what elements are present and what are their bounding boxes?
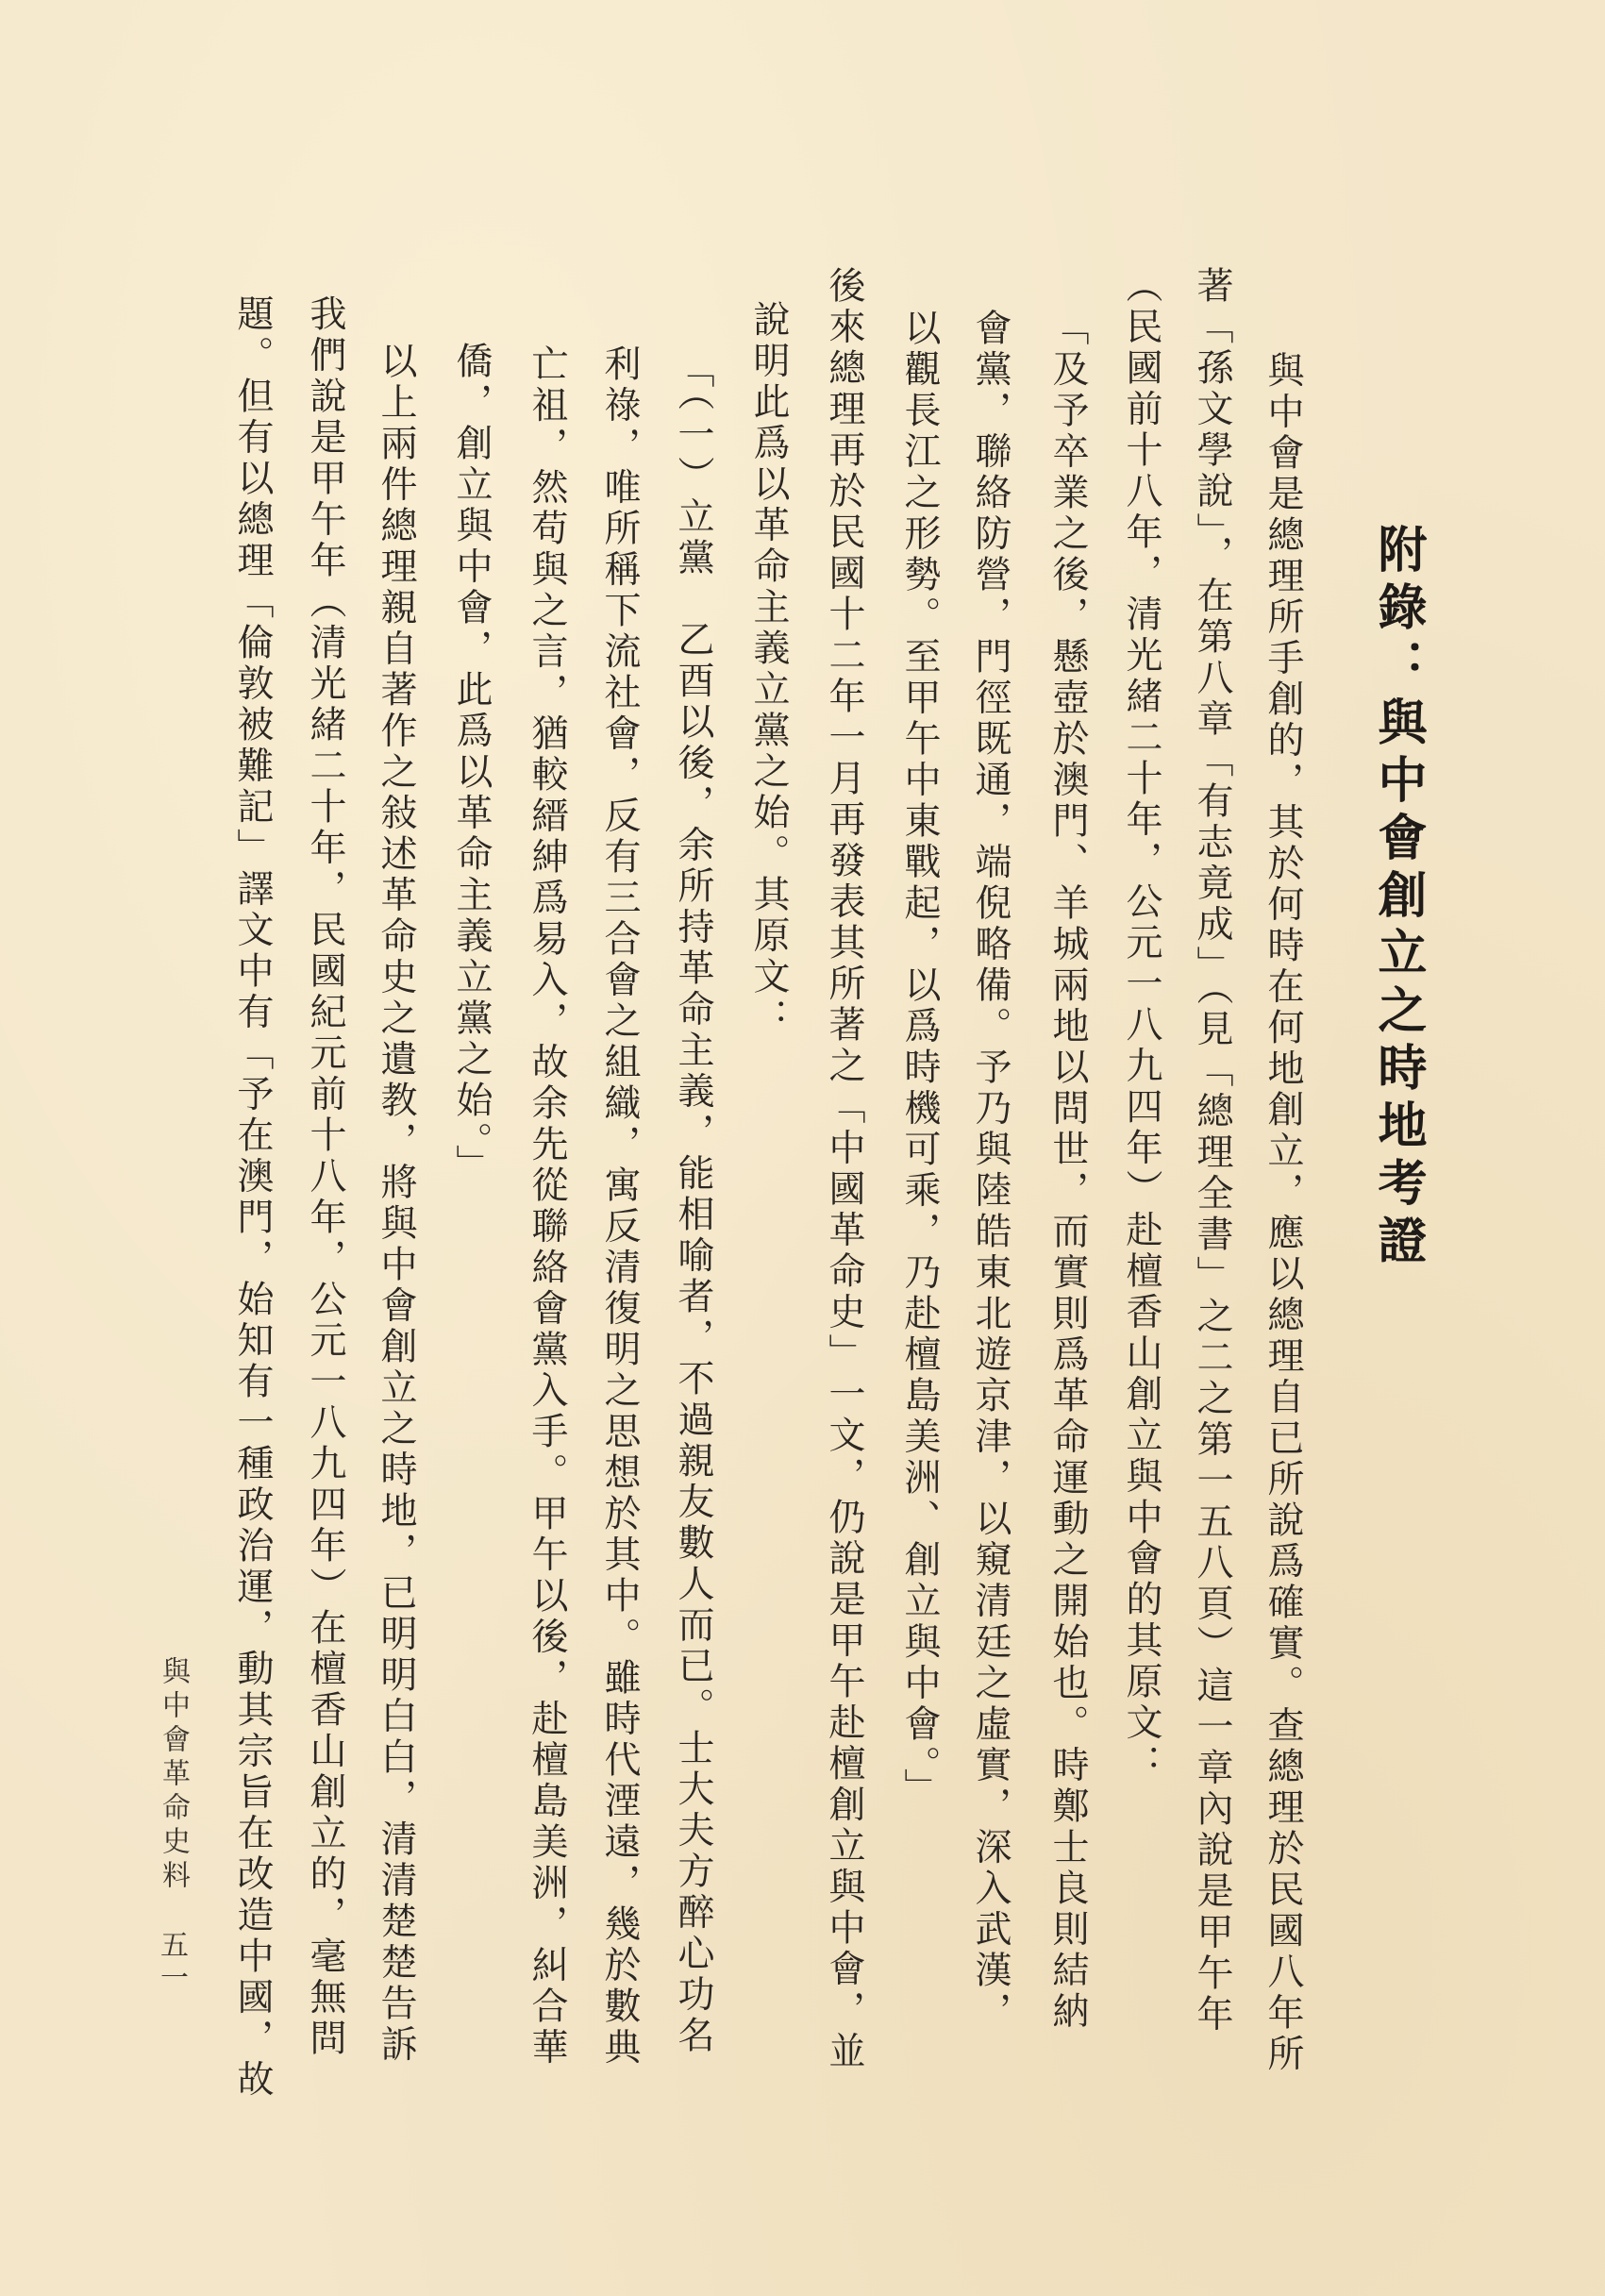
text-column-15: 題。但有以總理「倫敦被難記」譯文中有「予在澳門，始知有一種政治運，動其宗旨在改造中國，故 <box>231 294 274 2101</box>
text-column-10: 利祿，唯所稱下流社會，反有三合會之組織，寓反清復明之思想於其中。雖時代湮遠，幾於數典 <box>598 344 641 2069</box>
text-column-13: 以上兩件總理親自著作之敍述革命史之遺教，將與中會創立之時地，已明明白白，清清楚楚告訴 <box>375 342 417 2066</box>
text-column-8: 說明此爲以革命主義立黨之始。其原文： <box>747 300 790 1039</box>
text-column-1: 與中會是總理所手創的，其於何時在何地創立，應以總理自已所說爲確實。查總理於民國八年所 <box>1262 351 1304 2075</box>
page-number: 五一 <box>155 1930 188 1995</box>
text-column-2: 著「孫文學說」，在第八章「有志竟成」（見「總理全書」之二之第一五八頁）這一章內說是甲午年 <box>1191 266 1233 2036</box>
text-column-5: 會黨，聯絡防營，門徑既通，端倪略備。予乃與陸皓東北遊京津，以窺清廷之虛實，深入武漢， <box>969 309 1011 2033</box>
text-column-14: 我們說是甲午年（清光緒二十年，民國紀元前十八年，公元一八九四年）在檀香山創立的，毫無問 <box>304 294 346 2060</box>
text-column-7: 後來總理再於民國十二年一月再發表其所著之「中國革命史」一文，仍說是甲午赴檀創立與中會，並 <box>823 266 865 2072</box>
running-footer: 與中會革命史料 <box>157 1656 190 1894</box>
text-column-4: 「及予卒業之後，懸壺於澳門、羊城兩地以問世，而實則爲革命運動之開始也。時鄭士良則結納 <box>1046 309 1089 2033</box>
text-column-3: （民國前十八年，清光緒二十年，公元一八九四年）赴檀香山創立與中會的其原文： <box>1120 266 1162 1785</box>
text-column-12: 僑，創立與中會，此爲以革命主義立黨之始。」 <box>450 342 493 1185</box>
text-column-11: 亡祖，然苟與之言，猶較縉紳爲易入，故余先從聯絡會黨入手。甲午以後，赴檀島美洲，糾合華 <box>526 344 568 2069</box>
text-column-9: 「（一）立黨 乙酉以後，余所持革命主義，能相喻者，不過親友數人而已。士大夫方醉心功名 <box>672 351 714 2057</box>
page-title: 附錄：與中會創立之時地考證 <box>1369 524 1427 1272</box>
text-column-6: 以觀長江之形勢。至甲午中東戰起，以爲時機可乘，乃赴檀島美洲、創立與中會。」 <box>898 309 941 1809</box>
